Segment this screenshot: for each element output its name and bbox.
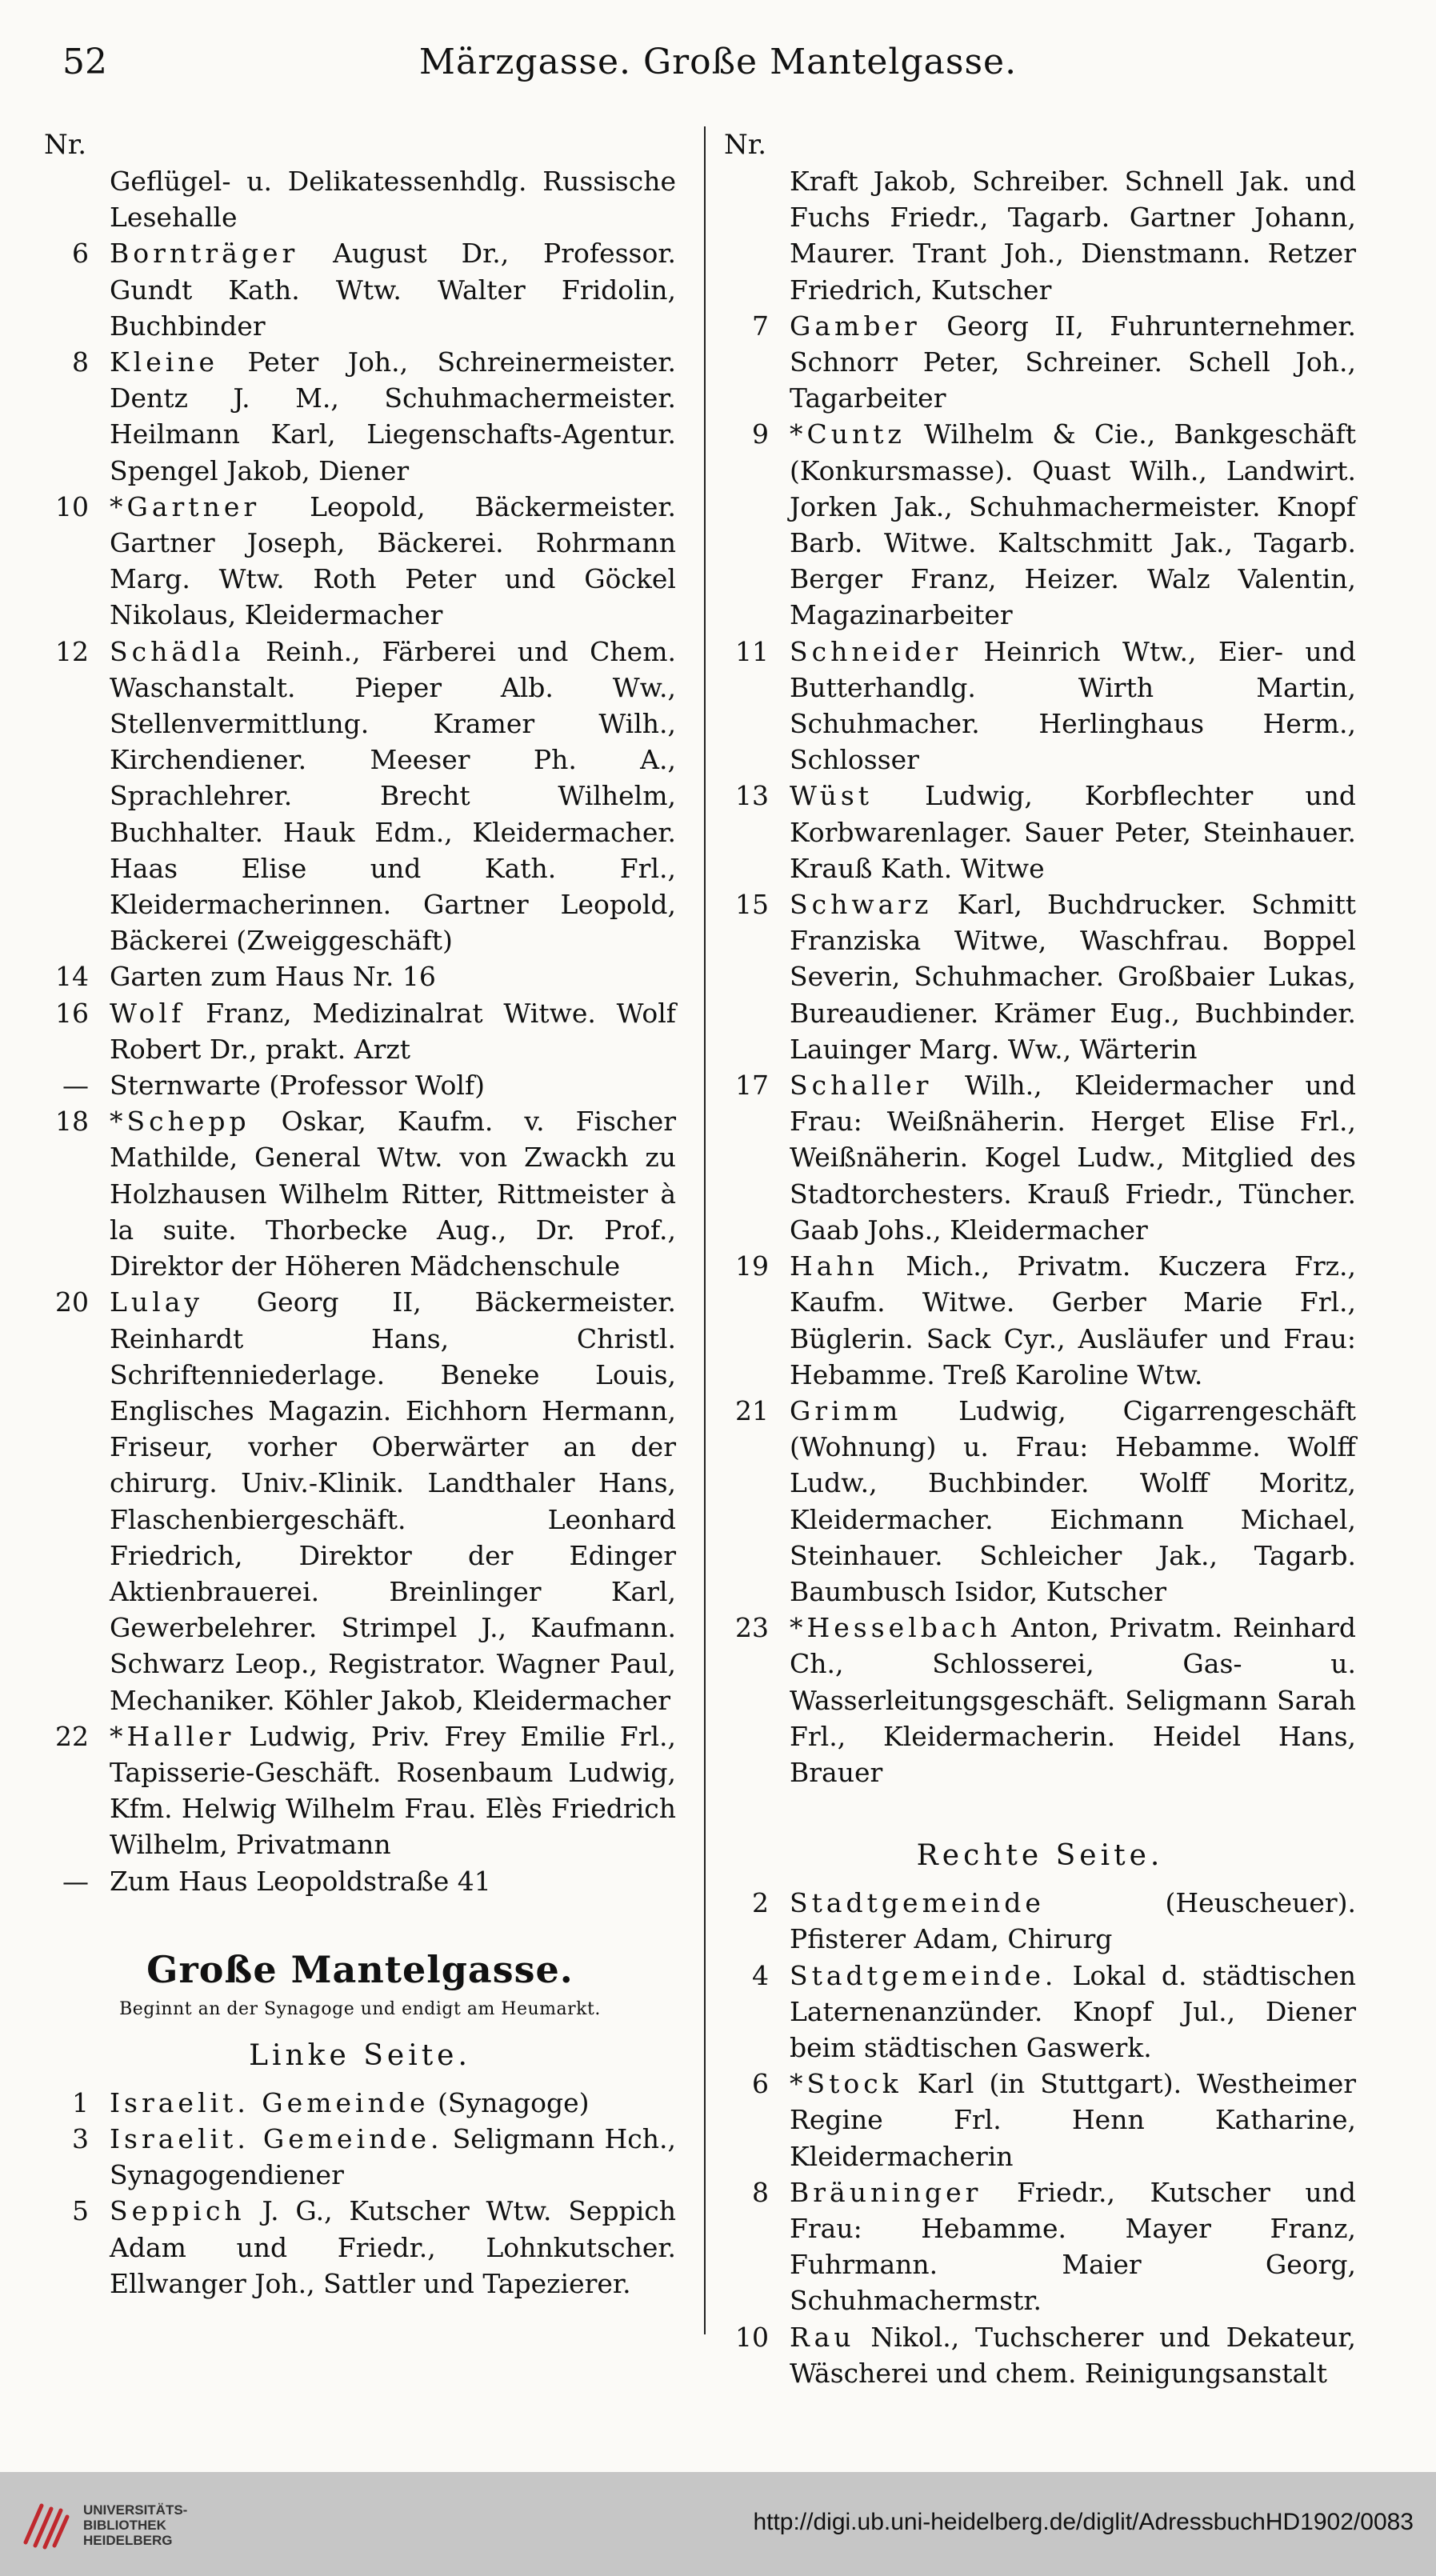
- house-number: —: [62, 1070, 89, 1102]
- address-entry: [44, 958, 676, 994]
- right-entries: [724, 163, 1356, 1790]
- house-number: 15: [735, 889, 769, 921]
- footer-bar: [0, 2472, 1436, 2576]
- right-column: [724, 126, 1356, 2391]
- library-line: UNIVERSITÄTS-: [83, 2502, 188, 2518]
- house-number: 1: [72, 2086, 89, 2118]
- entry-name: Seppich: [110, 2195, 246, 2227]
- street-heading: Große Mantelgasse.: [146, 1947, 574, 1991]
- address-entry: [724, 1067, 1356, 1248]
- house-number: 23: [735, 1612, 769, 1644]
- entry-text: Karl, Buchdrucker. Schmitt Franziska Witwe, Waschfrau. Boppel Severin, Schuhmacher. Großbaier Lukas, Bureaudiener. Krämer Eug., Buchbinder. Lauinger Marg. Ww., Wärterin: [790, 889, 1356, 1065]
- address-entry: [724, 308, 1356, 417]
- entry-text: Sternwarte (Professor Wolf): [110, 1070, 486, 1102]
- entry-name: Wolf: [110, 997, 186, 1029]
- address-entry: [44, 1103, 676, 1284]
- house-number: 16: [55, 997, 89, 1029]
- entry-name: Gamber: [790, 310, 921, 342]
- entry-text: August Dr., Professor. Gundt Kath. Wtw. Walter Fridolin, Buchbinder: [110, 238, 676, 342]
- address-entry: [724, 1610, 1356, 1790]
- address-entry: [44, 1718, 676, 1863]
- address-entry: [724, 2066, 1356, 2174]
- address-entry: [724, 1393, 1356, 1610]
- entry-text: Georg II, Fuhrunternehmer. Schnorr Peter, Schreiner. Schell Joh., Tagarbeiter: [790, 310, 1356, 414]
- entry-text: Franz, Medizinalrat Witwe. Wolf Robert Dr., prakt. Arzt: [110, 997, 676, 1065]
- nr-label: Nr.: [724, 129, 767, 161]
- entry-text: Ludwig, Korbflechter und Korbwarenlager. Sauer Peter, Steinhauer. Krauß Kath. Witwe: [790, 780, 1356, 884]
- entry-name: Schneider: [790, 635, 962, 667]
- entry-name: Stadtgemeinde.: [790, 1959, 1058, 1991]
- address-entry: [44, 163, 676, 235]
- entry-name: Wüst: [790, 780, 874, 812]
- address-entry: [44, 489, 676, 634]
- address-entry: [44, 2193, 676, 2302]
- entry-text: (Synagoge): [429, 2086, 590, 2118]
- entry-text: Lokal d. städtischen Laternenanzünder. Knopf Jul., Diener beim städtischen Gaswerk.: [790, 1959, 1356, 2063]
- entry-text: Anton, Privatm. Reinhard Ch., Schlosserei, Gas- u. Wasserleitungsgeschäft. Seligmann Sarah Frl., Kleidermacherin. Heidel Hans, Brauer: [790, 1612, 1356, 1788]
- entry-name: Schwarz: [790, 889, 933, 921]
- nr-label: Nr.: [44, 129, 87, 161]
- address-entry: [724, 634, 1356, 778]
- entry-name: Rau: [790, 2321, 855, 2353]
- entry-text: Nikol., Tuchscherer und Dekateur, Wäscherei und chem. Reinigungsanstalt: [790, 2321, 1356, 2389]
- house-number: 9: [752, 418, 769, 450]
- address-entry: [44, 2121, 676, 2193]
- library-line: HEIDELBERG: [83, 2533, 173, 2548]
- entry-text: Seligmann Hch., Synagogendiener: [110, 2122, 676, 2191]
- entry-text: Georg II, Bäckermeister. Reinhardt Hans, Christl. Schriftenniederlage. Beneke Louis, Englisches Magazin. Eichhorn Hermann, Friseur, vorher Oberwärter an der chirurg. Univ.-Klinik. Landthaler Hans, Flaschenbiergeschäft. Leonhard Friedrich, Direktor der Edinger Aktienbrauerei. Breinlinger Karl, Gewerbelehrer. Strimpel J., Kaufmann. Schwarz Leop., Registrator. Wagner Paul, Mechaniker. Köhler Jakob, Kleidermacher: [110, 1286, 676, 1716]
- entry-text: Leopold, Bäckermeister. Gartner Joseph, Bäckerei. Rohrmann Marg. Wtw. Roth Peter und Göckel Nikolaus, Kleidermacher: [110, 490, 676, 631]
- entry-text: Geflügel- u. Delikatessenhdlg. Russische Lesehalle: [110, 166, 676, 234]
- entry-text: J. G., Kutscher Wtw. Seppich Adam und Friedr., Lohnkutscher. Ellwanger Joh., Sattler und Tapezierer.: [110, 2195, 676, 2299]
- address-entry: [724, 778, 1356, 886]
- address-entry: [724, 2319, 1356, 2391]
- street-description: Beginnt an der Synagoge und endigt am Heumarkt.: [119, 1998, 601, 2019]
- house-number: 5: [72, 2195, 89, 2227]
- address-entry: [724, 163, 1356, 308]
- address-entry: [44, 995, 676, 1067]
- address-entry: [44, 2085, 676, 2121]
- house-number: 6: [752, 2068, 769, 2100]
- library-name: [83, 2502, 187, 2548]
- house-number: 12: [55, 635, 89, 667]
- house-number: 10: [735, 2321, 769, 2353]
- address-entry: [724, 2174, 1356, 2319]
- house-number: 14: [55, 961, 89, 993]
- entry-name: *Hesselbach: [790, 1612, 1002, 1644]
- entry-text: Ludwig, Priv. Frey Emilie Frl., Tapisserie-Geschäft. Rosenbaum Ludwig, Kfm. Helwig Wilhelm Frau. Elès Friedrich Wilhelm, Privatmann: [110, 1720, 676, 1861]
- source-url[interactable]: http://digi.ub.uni-heidelberg.de/diglit/AdressbuchHD1902/0083: [753, 2509, 1414, 2535]
- entry-name: *Stock: [790, 2068, 902, 2100]
- house-number: 3: [72, 2122, 89, 2154]
- address-entry: [724, 1248, 1356, 1393]
- house-number: 10: [55, 490, 89, 522]
- entry-name: Grimm: [790, 1394, 902, 1426]
- house-number: 18: [55, 1106, 89, 1138]
- house-number: 22: [55, 1720, 89, 1752]
- house-number: 4: [752, 1959, 769, 1991]
- right-section-entries: [724, 1885, 1356, 2391]
- house-number: 17: [735, 1070, 769, 1102]
- entry-text: Ludwig, Cigarrengeschäft (Wohnung) u. Frau: Hebamme. Wolff Ludw., Buchbinder. Wolff Moritz, Kleidermacher. Eichmann Michael, Steinhauer. Schleicher Jak., Tagarb. Baumbusch Isidor, Kutscher: [790, 1394, 1356, 1607]
- house-number: 19: [735, 1250, 769, 1282]
- entry-text: Peter Joh., Schreinermeister. Dentz J. M., Schuhmachermeister. Heilmann Karl, Liegenschafts-Agentur. Spengel Jakob, Diener: [110, 346, 676, 486]
- entry-text: Reinh., Färberei und Chem. Waschanstalt. Pieper Alb. Ww., Stellenvermittlung. Kramer Wilh., Kirchendiener. Meeser Ph. A., Sprachlehrer. Brecht Wilhelm, Buchhalter. Hauk Edm., Kleidermacher. Haas Elise und Kath. Frl., Kleidermacherinnen. Gartner Leopold, Bäckerei (Zweiggeschäft): [110, 635, 676, 957]
- entry-text: Zum Haus Leopoldstraße 41: [110, 1865, 491, 1897]
- house-number: 21: [735, 1394, 769, 1426]
- address-entry: [44, 235, 676, 344]
- address-entry: [724, 416, 1356, 633]
- entry-name: Bräuninger: [790, 2176, 982, 2208]
- library-line: BIBLIOTHEK: [83, 2518, 166, 2533]
- left-entries: [44, 163, 676, 1899]
- house-number: 8: [752, 2176, 769, 2208]
- address-entry: [44, 344, 676, 489]
- house-number: 13: [735, 780, 769, 812]
- entry-name: Bornträger: [110, 238, 299, 270]
- entry-text: Mich., Privatm. Kuczera Frz., Kaufm. Witwe. Gerber Marie Frl., Büglerin. Sack Cyr., Ausläufer und Frau: Hebamme. Treß Karoline Wtw.: [790, 1250, 1356, 1390]
- entry-text: Friedr., Kutscher und Frau: Hebamme. Mayer Franz, Fuhrmann. Maier Georg, Schuhmachermstr.: [790, 2176, 1356, 2317]
- address-entry: [44, 1284, 676, 1718]
- address-entry: [724, 1885, 1356, 1957]
- entry-name: Stadtgemeinde: [790, 1887, 1045, 1919]
- entry-name: Kleine: [110, 346, 219, 378]
- house-number: 2: [752, 1887, 769, 1919]
- entry-name: *Cuntz: [790, 418, 906, 450]
- entry-text: Karl (in Stuttgart). Westheimer Regine Frl. Henn Katharine, Kleidermacherin: [790, 2068, 1356, 2172]
- entry-name: *Haller: [110, 1720, 235, 1752]
- entry-name: Lulay: [110, 1286, 204, 1318]
- entry-text: Kraft Jakob, Schreiber. Schnell Jak. und Fuchs Friedr., Tagarb. Gartner Johann, Maurer. Trant Joh., Dienstmann. Retzer Friedrich, Kutscher: [790, 166, 1356, 306]
- entry-text: Wilh., Kleidermacher und Frau: Weißnäherin. Herget Elise Frl., Weißnäherin. Kogel Ludw., Mitglied des Stadtorchesters. Krauß Friedr., Tüncher. Gaab Johs., Kleidermacher: [790, 1070, 1356, 1246]
- left-column: [44, 126, 676, 2302]
- entry-name: Israelit. Gemeinde: [110, 2086, 430, 2118]
- address-entry: [44, 634, 676, 959]
- page-number: 52: [62, 42, 107, 82]
- university-library-logo-icon: [19, 2496, 75, 2552]
- column-divider: [704, 126, 706, 2334]
- house-number: —: [62, 1865, 89, 1897]
- house-number: 6: [72, 238, 89, 270]
- house-number: 8: [72, 346, 89, 378]
- address-entry: [724, 1958, 1356, 2066]
- left-section-entries: [44, 2085, 676, 2302]
- entry-text: Wilhelm & Cie., Bankgeschäft (Konkursmasse). Quast Wilh., Landwirt. Jorken Jak., Schuhmachermeister. Knopf Barb. Witwe. Kaltschmitt Jak., Tagarb. Berger Franz, Heizer. Walz Valentin, Magazinarbeiter: [790, 418, 1356, 631]
- house-number: 7: [752, 310, 769, 342]
- entry-name: Schaller: [790, 1070, 933, 1102]
- page-title: Märzgasse. Große Mantelgasse.: [418, 42, 1018, 82]
- entry-text: Garten zum Haus Nr. 16: [110, 961, 436, 993]
- entry-text: Heinrich Wtw., Eier- und Butterhandlg. Wirth Martin, Schuhmacher. Herlinghaus Herm., Schlosser: [790, 635, 1356, 776]
- house-number: 20: [55, 1286, 89, 1318]
- address-entry: [724, 886, 1356, 1067]
- side-heading-right: Rechte Seite.: [916, 1839, 1164, 1873]
- entry-text: (Heuscheuer). Pfisterer Adam, Chirurg: [790, 1887, 1356, 1955]
- entry-name: *Schepp: [110, 1106, 250, 1138]
- entry-name: Israelit. Gemeinde.: [110, 2122, 443, 2154]
- address-entry: [44, 1863, 676, 1899]
- entry-text: Oskar, Kaufm. v. Fischer Mathilde, General Wtw. von Zwackh zu Holzhausen Wilhelm Ritter, Rittmeister à la suite. Thorbecke Aug., Dr. Prof., Direktor der Höheren Mädchenschule: [110, 1106, 676, 1282]
- house-number: 11: [735, 635, 769, 667]
- side-heading-left: Linke Seite.: [249, 2038, 471, 2072]
- entry-name: Schädla: [110, 635, 245, 667]
- entry-name: Hahn: [790, 1250, 878, 1282]
- address-entry: [44, 1067, 676, 1103]
- entry-name: *Gartner: [110, 490, 261, 522]
